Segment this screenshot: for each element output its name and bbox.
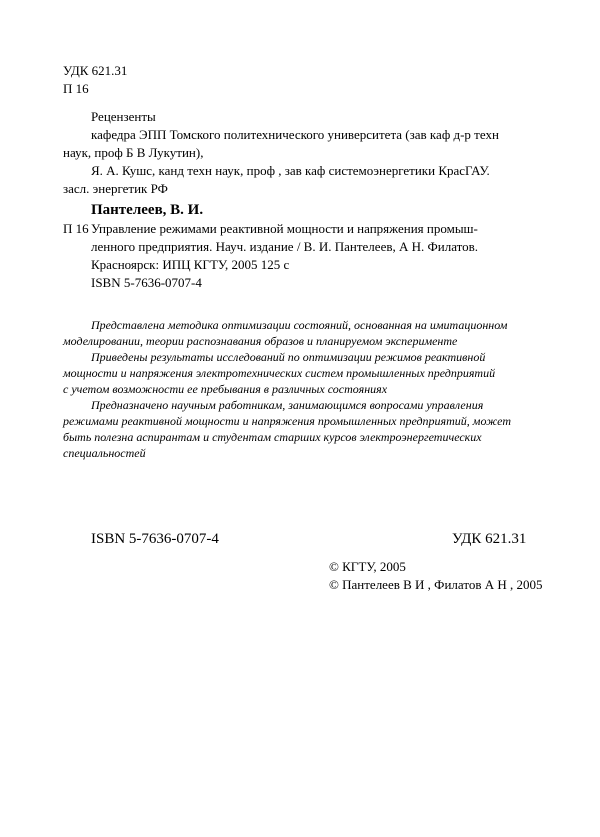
copyright-authors: © Пантелеев В И , Филатов А Н , 2005 [329, 577, 543, 592]
entry-line-2: ленного предприятия. Науч. издание / В. И. Пантелеев, А Н. Филатов. [91, 239, 479, 254]
abstract-p2-line-2: мощности и напряжения электротехнических систем промышленных предприятий [63, 366, 496, 380]
abstract-p3-line-3: быть полезна аспирантам и студентам старших курсов электроэнергетических [63, 430, 482, 444]
index-top: П 16 [63, 81, 89, 96]
abstract-p1-line-2: моделировании, теории распознавания образов и планируемом эксперименте [63, 334, 458, 348]
entry-line-3: Красноярск: ИПЦ КГТУ, 2005 125 с [91, 257, 290, 272]
abstract-p2-line-3: с учетом возможности ее пребывания в различных состояниях [63, 382, 388, 396]
udk-top: УДК 621.31 [63, 63, 128, 78]
entry-index: П 16 [63, 221, 89, 236]
copyright-kgtu: © КГТУ, 2005 [329, 559, 406, 574]
footer-udk: УДК 621.31 [452, 531, 527, 547]
abstract-p3-line-2: режимами реактивной мощности и напряжения промышленных предприятий, может [63, 414, 511, 428]
abstract-p2-line-1: Приведены результаты исследований по оптимизации режимов реактивной [91, 350, 486, 364]
reviewers-heading: Рецензенты [91, 109, 156, 124]
reviewer-line-4: засл. энергетик РФ [63, 181, 168, 196]
entry-isbn: ISBN 5-7636-0707-4 [91, 275, 202, 290]
abstract-p1-line-1: Представлена методика оптимизации состояний, основанная на имитационном [91, 318, 508, 332]
abstract-p3-line-4: специальностей [63, 446, 146, 460]
entry-line-1: Управление режимами реактивной мощности и напряжения промыш- [91, 221, 478, 236]
reviewer-line-3: Я. А. Кушс, канд техн наук, проф , зав каф системоэнергетики КрасГАУ. [91, 163, 490, 178]
footer-isbn: ISBN 5-7636-0707-4 [91, 531, 219, 547]
abstract-p3-line-1: Предназначено научным работникам, занимающимся вопросами управления [91, 398, 484, 412]
reviewer-line-2: наук, проф Б В Лукутин), [63, 145, 204, 160]
author-heading: Пантелеев, В. И. [91, 202, 204, 218]
reviewer-line-1: кафедра ЭПП Томского политехнического университета (зав каф д-р техн [91, 127, 499, 142]
